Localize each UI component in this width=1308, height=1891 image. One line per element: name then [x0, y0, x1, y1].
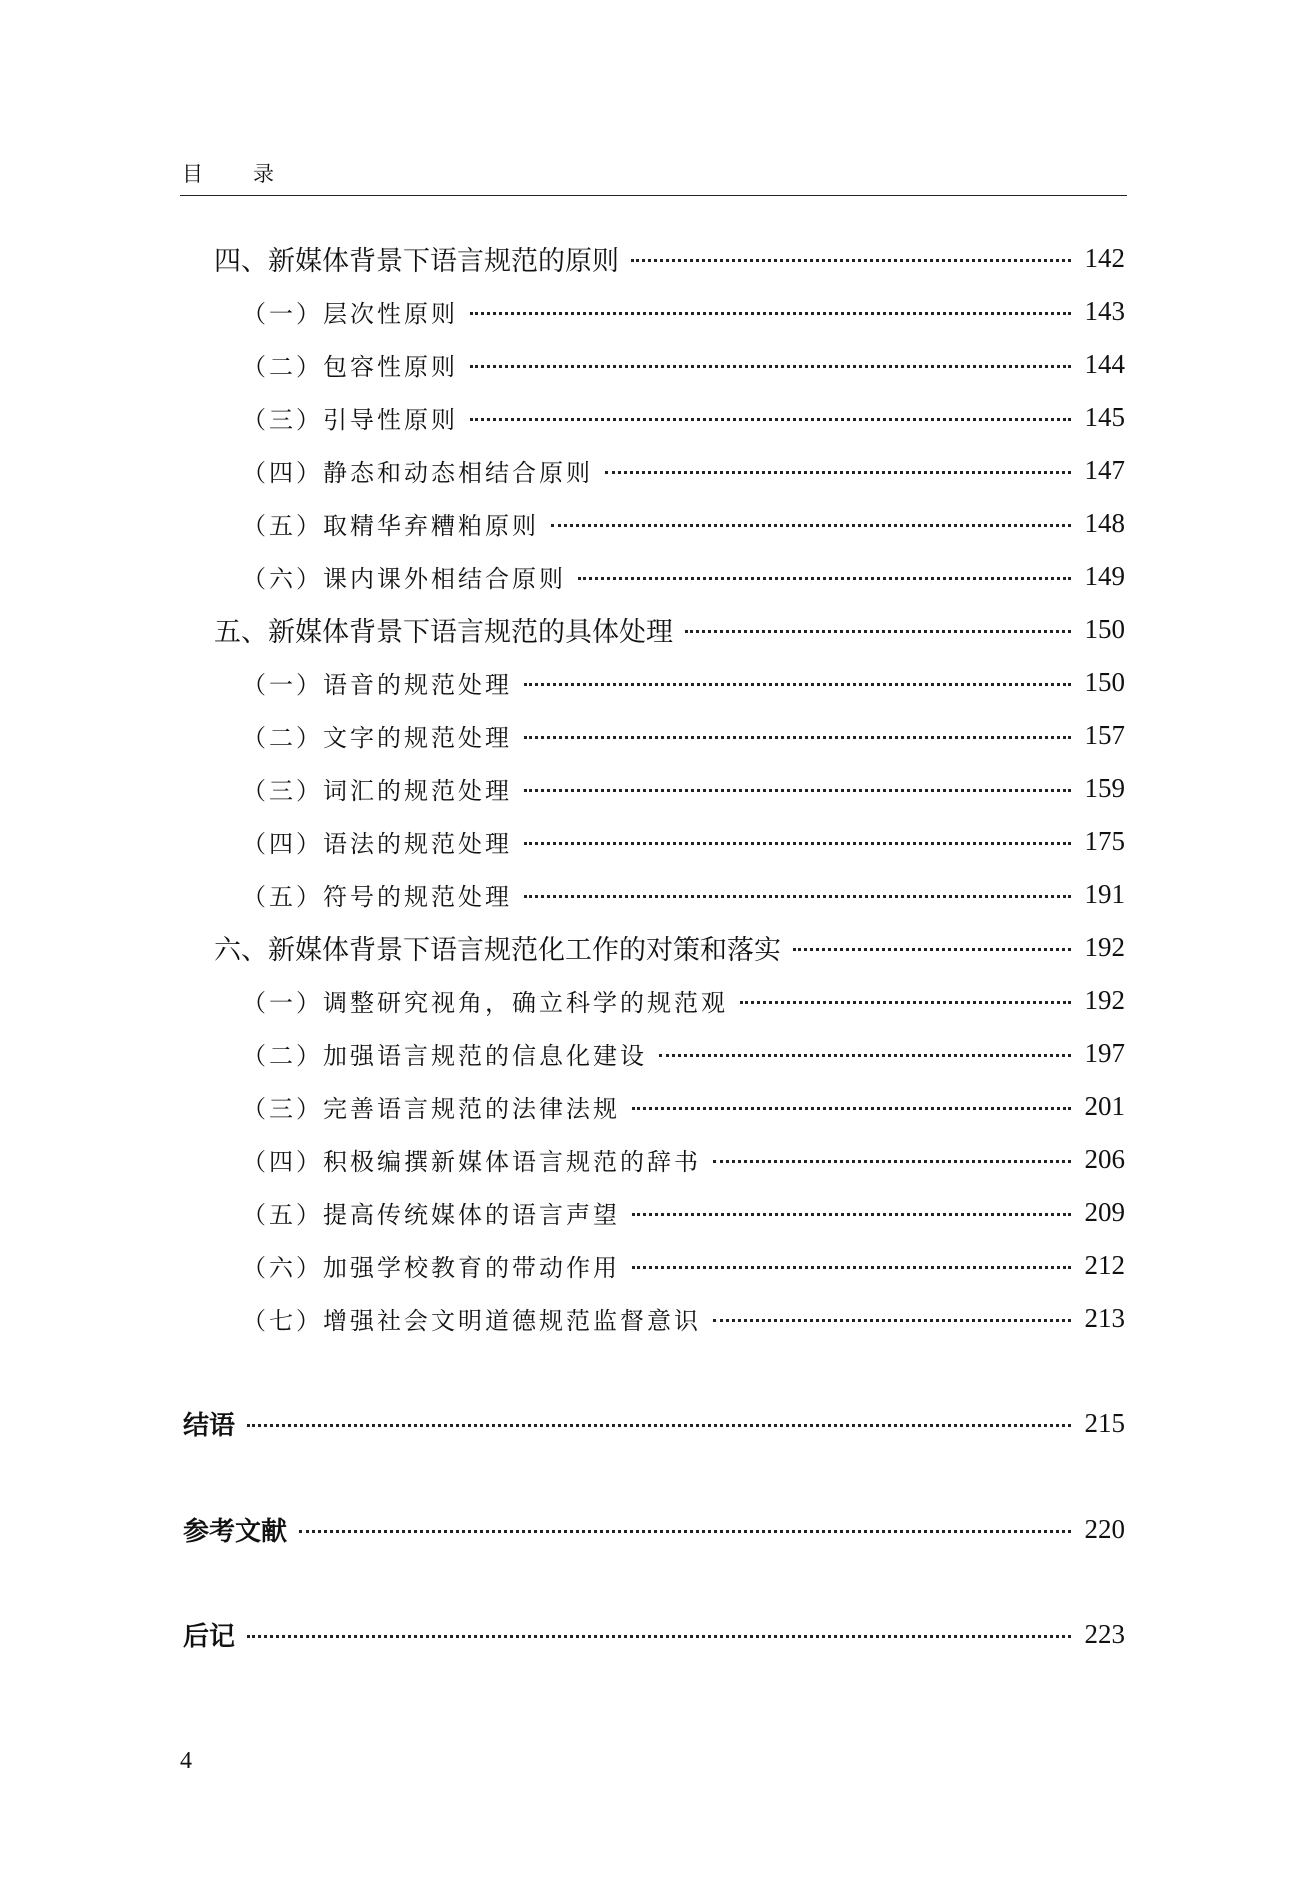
toc-entry-page: 145 [1084, 401, 1125, 432]
toc-entry-page: 150 [1084, 666, 1125, 697]
toc-entry-title: 六、新媒体背景下语言规范化工作的对策和落实 [214, 934, 781, 966]
toc-entry-title: （一）层次性原则 [242, 299, 458, 328]
dot-leader [578, 577, 1071, 580]
toc-entry-page: 209 [1084, 1196, 1125, 1227]
dot-leader [524, 683, 1071, 686]
dot-leader [713, 1160, 1071, 1163]
toc-entry[interactable] [242, 1086, 1125, 1126]
dot-leader [605, 471, 1071, 474]
toc-entry-title: （三）词汇的规范处理 [242, 776, 512, 805]
toc-entry-page: 157 [1084, 719, 1125, 750]
toc-entry[interactable] [242, 291, 1125, 331]
running-header [182, 158, 274, 188]
toc-entry-page: 206 [1084, 1143, 1125, 1174]
toc-entry-title: （三）完善语言规范的法律法规 [242, 1094, 620, 1123]
dot-leader [659, 1054, 1071, 1057]
toc-entry-title: （一）语音的规范处理 [242, 670, 512, 699]
toc-entry[interactable] [214, 238, 1125, 278]
toc-entry-page: 159 [1084, 772, 1125, 803]
toc-entry[interactable] [183, 1403, 1125, 1443]
toc-entry-page: 175 [1084, 825, 1125, 856]
toc-entry-title: （五）提高传统媒体的语言声望 [242, 1200, 620, 1229]
dot-leader [632, 1107, 1071, 1110]
toc-entry-title: （四）静态和动态相结合原则 [242, 458, 593, 487]
toc-entry-title: 五、新媒体背景下语言规范的具体处理 [214, 616, 673, 648]
toc-entry-page: 150 [1084, 613, 1125, 644]
toc-entry-page: 191 [1084, 878, 1125, 909]
toc-entry-title: （七）增强社会文明道德规范监督意识 [242, 1306, 701, 1335]
toc-entry-page: 148 [1084, 507, 1125, 538]
dot-leader [247, 1424, 1070, 1427]
dot-leader [470, 312, 1071, 315]
toc-entry[interactable] [242, 1245, 1125, 1285]
dot-leader [247, 1635, 1070, 1638]
toc-entry-page: 192 [1084, 984, 1125, 1015]
dot-leader [470, 418, 1071, 421]
header-rule [180, 195, 1127, 196]
toc-entry-page: 142 [1084, 242, 1125, 273]
toc-entry-page: 201 [1084, 1090, 1125, 1121]
dot-leader [685, 630, 1071, 633]
dot-leader [551, 524, 1071, 527]
toc-entry[interactable] [214, 927, 1125, 967]
toc-entry-title: （一）调整研究视角，确立科学的规范观 [242, 988, 728, 1017]
toc-entry-title: 后记 [183, 1621, 236, 1652]
toc-entry-title: 四、新媒体背景下语言规范的原则 [214, 245, 619, 277]
toc-entry-page: 212 [1084, 1249, 1125, 1280]
toc-entry[interactable] [242, 503, 1125, 543]
toc-entry-title: （二）文字的规范处理 [242, 723, 512, 752]
toc-entry[interactable] [242, 450, 1125, 490]
toc-entry-title: （四）语法的规范处理 [242, 829, 512, 858]
toc-entry[interactable] [242, 662, 1125, 702]
toc-entry[interactable] [242, 1192, 1125, 1232]
toc-entry-title: （二）包容性原则 [242, 352, 458, 381]
header-char-2: 录 [253, 162, 274, 186]
toc-entry-title: 结语 [183, 1410, 236, 1441]
toc-entry[interactable] [242, 768, 1125, 808]
toc-entry[interactable] [214, 609, 1125, 649]
toc-entry-title: 参考文献 [183, 1516, 288, 1547]
toc-entry[interactable] [242, 556, 1125, 596]
toc-entry-page: 192 [1084, 931, 1125, 962]
toc-entry-page: 215 [1084, 1407, 1125, 1438]
toc-entry-title: （六）课内课外相结合原则 [242, 564, 566, 593]
dot-leader [524, 736, 1071, 739]
dot-leader [470, 365, 1071, 368]
toc-entry-page: 144 [1084, 348, 1125, 379]
page-number: 4 [180, 1748, 192, 1774]
toc-entry[interactable] [242, 821, 1125, 861]
toc-entry-title: （二）加强语言规范的信息化建设 [242, 1041, 647, 1070]
dot-leader [713, 1319, 1071, 1322]
toc-entry-title: （五）符号的规范处理 [242, 882, 512, 911]
dot-leader [631, 259, 1071, 262]
toc-entry-title: （六）加强学校教育的带动作用 [242, 1253, 620, 1282]
toc-entry-page: 143 [1084, 295, 1125, 326]
toc-entry[interactable] [242, 1139, 1125, 1179]
dot-leader [740, 1001, 1071, 1004]
toc-entry[interactable] [242, 1298, 1125, 1338]
toc-entry-title: （四）积极编撰新媒体语言规范的辞书 [242, 1147, 701, 1176]
toc-entry-title: （三）引导性原则 [242, 405, 458, 434]
dot-leader [299, 1530, 1070, 1533]
toc-entry[interactable] [242, 715, 1125, 755]
toc-entry[interactable] [242, 874, 1125, 914]
toc-entry-title: （五）取精华弃糟粕原则 [242, 511, 539, 540]
dot-leader [524, 895, 1071, 898]
toc-entry[interactable] [242, 397, 1125, 437]
toc-entry-page: 147 [1084, 454, 1125, 485]
toc-entry-page: 149 [1084, 560, 1125, 591]
dot-leader [632, 1266, 1071, 1269]
toc-entry[interactable] [183, 1614, 1125, 1654]
dot-leader [524, 842, 1071, 845]
toc-entry-page: 197 [1084, 1037, 1125, 1068]
dot-leader [632, 1213, 1071, 1216]
dot-leader [793, 948, 1071, 951]
header-char-1: 目 [182, 162, 203, 186]
toc-entry[interactable] [242, 980, 1125, 1020]
toc-entry[interactable] [183, 1509, 1125, 1549]
dot-leader [524, 789, 1071, 792]
toc-entry-page: 223 [1084, 1618, 1125, 1649]
toc-entry-page: 213 [1084, 1302, 1125, 1333]
toc-entry[interactable] [242, 344, 1125, 384]
toc-entry-page: 220 [1084, 1513, 1125, 1544]
toc-entry[interactable] [242, 1033, 1125, 1073]
